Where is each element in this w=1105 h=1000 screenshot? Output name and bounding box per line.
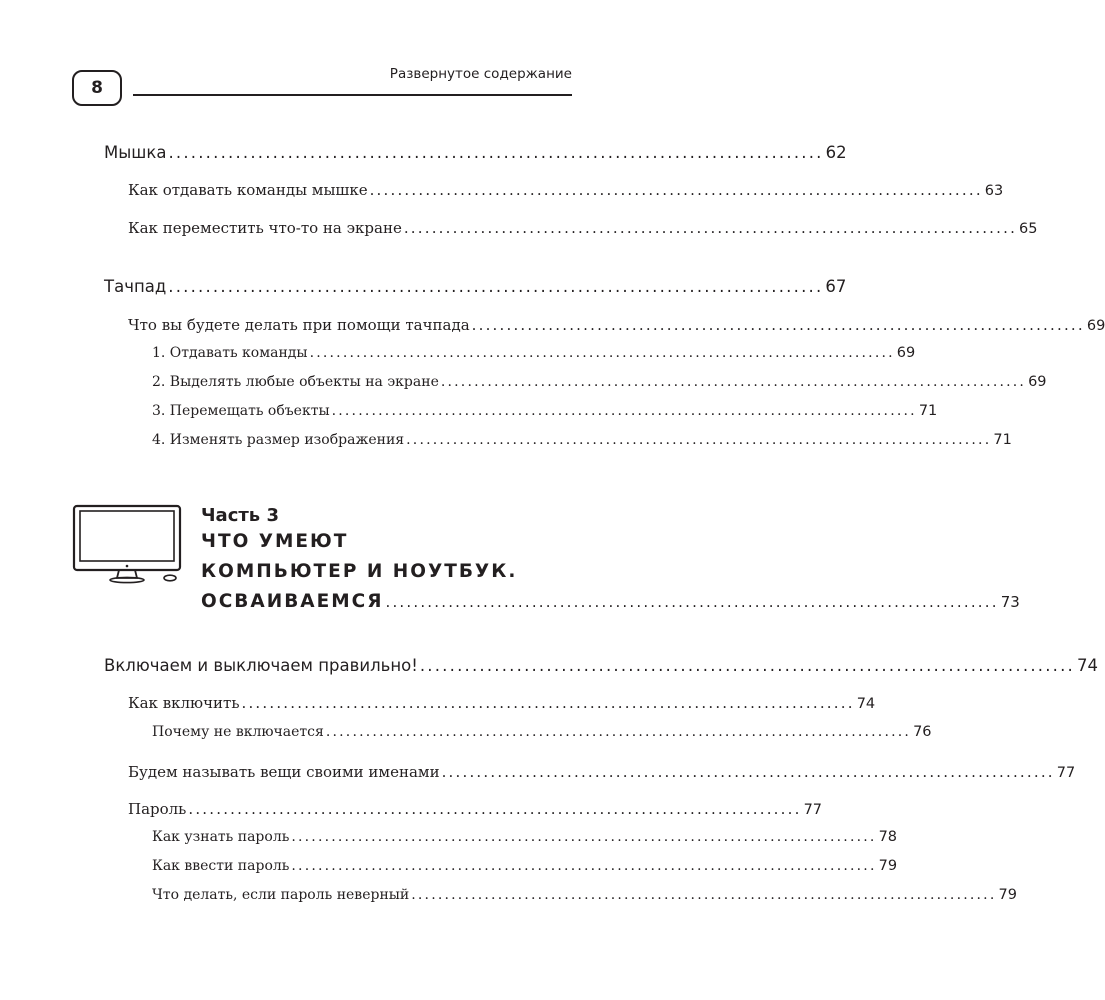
leader-dots: ........................................................................................ [291, 858, 877, 874]
leader-dots: ........................................................................................ [168, 277, 824, 296]
leader-dots: ........................................................................................ [419, 656, 1075, 675]
toc-entry-label: Мышка [104, 143, 167, 162]
toc-entry-label: Как включить [128, 694, 240, 712]
toc-entry-label: Что делать, если пароль неверный [152, 887, 410, 903]
toc-entry-label: Почему не включается [152, 724, 324, 740]
toc-entry-label: 1. Отдавать команды [152, 345, 308, 361]
leader-dots: ........................................................................................ [241, 694, 855, 712]
toc-entry-page: 69 [896, 345, 916, 361]
toc-entry-page: 71 [993, 432, 1012, 448]
toc-entry-touchpad[interactable] [104, 277, 847, 296]
leader-dots: ........................................................................................ [369, 181, 983, 199]
monitor-icon [71, 504, 183, 586]
toc-entry-page: 79 [878, 858, 898, 874]
toc-entry[interactable] [152, 829, 898, 845]
page-number: 8 [72, 70, 122, 106]
toc-entry-page: 62 [825, 143, 847, 162]
toc-entry[interactable] [152, 345, 916, 361]
part-title-line: ОСВАИВАЕМСЯ [201, 591, 384, 612]
leader-dots: ........................................................................................ [168, 143, 824, 162]
toc-entry-label: Включаем и выключаем правильно! [104, 656, 418, 675]
toc-entry-mouse[interactable] [104, 143, 847, 162]
part-title-line: ЧТО УМЕЮТ [201, 531, 349, 552]
toc-entry-page: 71 [918, 403, 938, 419]
toc-entry[interactable] [128, 800, 823, 818]
toc-entry-page: 74 [856, 696, 876, 712]
leader-dots: ........................................................................................ [440, 374, 1027, 390]
toc-entry-label: Будем называть вещи своими именами [128, 763, 440, 781]
leader-dots: ........................................................................................ [309, 345, 895, 361]
leader-dots: ........................................................................................ [291, 829, 877, 845]
toc-entry[interactable] [152, 432, 1012, 448]
toc-entry[interactable] [104, 656, 1098, 675]
leader-dots: ........................................................................................ [471, 316, 1085, 334]
toc-entry-page: 77 [803, 802, 823, 818]
toc-entry[interactable] [128, 316, 1105, 334]
leader-dots: ........................................................................................ [188, 800, 802, 818]
toc-entry-page: 76 [913, 724, 932, 740]
toc-entry-label: Пароль [128, 800, 187, 818]
toc-entry-label: 2. Выделять любые объекты на экране [152, 374, 439, 390]
part-label: Часть 3 [201, 505, 279, 526]
running-header-title: Развернутое содержание [389, 66, 572, 82]
toc-entry-label: 3. Перемещать объекты [152, 403, 330, 419]
part-title-line: КОМПЬЮТЕР И НОУТБУК. [201, 561, 518, 582]
toc-entry-page: 69 [1086, 318, 1105, 334]
toc-entry[interactable] [128, 219, 1038, 237]
toc-entry-label: Как узнать пароль [152, 829, 290, 845]
leader-dots: ........................................................................................ [331, 403, 917, 419]
toc-entry[interactable] [128, 694, 876, 712]
leader-dots: ........................................................................................ [406, 432, 992, 448]
leader-dots: ........................................................................................ [385, 593, 999, 611]
toc-part-entry[interactable] [201, 591, 1020, 612]
toc-entry-page: 78 [878, 829, 898, 845]
toc-entry-label: Тачпад [104, 277, 167, 296]
toc-entry-page: 63 [984, 183, 1004, 199]
toc-entry-label: Что вы будете делать при помощи тачпада [128, 316, 470, 334]
toc-entry[interactable] [152, 887, 1017, 903]
toc-entry-label: Как ввести пароль [152, 858, 290, 874]
toc-entry-page: 74 [1077, 656, 1098, 675]
header-rule [133, 94, 572, 96]
toc-entry[interactable] [152, 374, 1047, 390]
toc-entry-page: 73 [1000, 593, 1020, 611]
leader-dots: ........................................................................................ [441, 763, 1055, 781]
toc-entry[interactable] [152, 724, 932, 740]
toc-entry[interactable] [152, 403, 938, 419]
toc-entry-label: Как переместить что-то на экране [128, 219, 402, 237]
toc-entry[interactable] [128, 181, 1004, 199]
leader-dots: ........................................................................................ [403, 219, 1018, 237]
toc-entry-page: 79 [998, 887, 1017, 903]
toc-entry-page: 69 [1028, 374, 1047, 390]
leader-dots: ........................................................................................ [411, 887, 997, 903]
toc-entry-label: 4. Изменять размер изображения [152, 432, 405, 448]
toc-entry-label: Как отдавать команды мышке [128, 181, 368, 199]
toc-entry[interactable] [128, 763, 1076, 781]
leader-dots: ........................................................................................ [325, 724, 912, 740]
toc-entry[interactable] [152, 858, 898, 874]
toc-entry-page: 67 [825, 277, 847, 296]
toc-entry-page: 65 [1019, 221, 1038, 237]
toc-entry-page: 77 [1056, 765, 1076, 781]
